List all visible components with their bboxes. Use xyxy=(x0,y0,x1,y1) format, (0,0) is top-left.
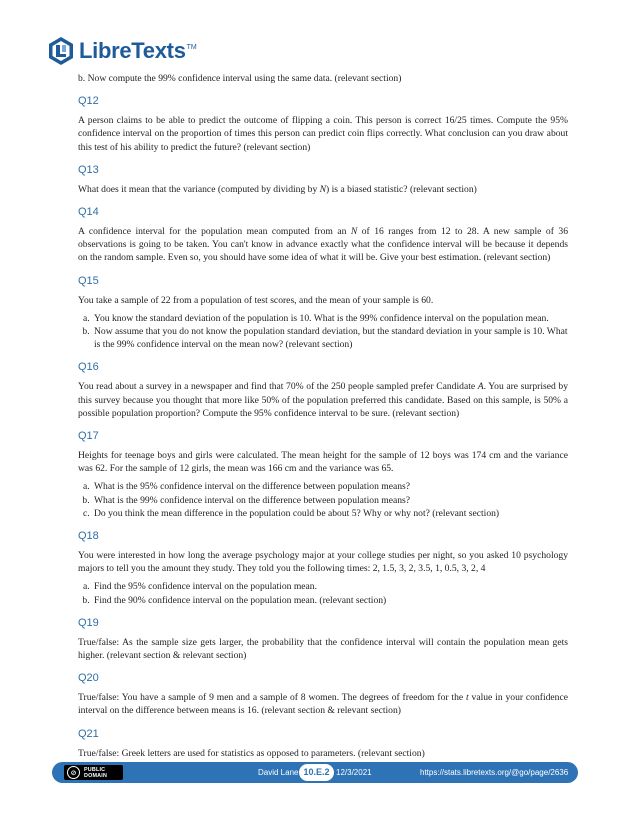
list-item: c. Do you think the mean difference in the population could be about 5? Why or why not? (relevant section) xyxy=(92,507,568,520)
q16-variable: A xyxy=(477,381,484,393)
public-domain-label xyxy=(84,767,107,779)
question-text-q18: You were interested in how long the average psychology major at your college studies per night, so you asked 10 psychology majors to tell you the amount they study. They told you the following times: 2, 1.5, 3, 2, 3.5, 1, 0.5, 3, 2, 4 xyxy=(78,550,568,575)
question-heading-q20: Q20 xyxy=(78,672,99,685)
q13-text-pre: What does it mean that the variance (computed by dividing by xyxy=(78,183,320,195)
list-item: b. What is the 99% confidence interval on the difference between population means? xyxy=(92,494,568,507)
q13-text-post: ) is a biased statistic? (relevant section) xyxy=(326,183,477,195)
q15-subquestions xyxy=(78,312,568,352)
badge-line-1: PUBLIC xyxy=(84,766,106,773)
exercise-content xyxy=(78,72,568,760)
public-domain-badge[interactable] xyxy=(64,765,123,780)
badge-line-2: DOMAIN xyxy=(84,772,108,779)
footer-date: 12/3/2021 xyxy=(336,768,372,777)
question-heading-q17: Q17 xyxy=(78,430,99,443)
libretexts-logo[interactable] xyxy=(46,36,197,66)
q17-subquestions xyxy=(78,480,568,520)
question-text-q14 xyxy=(78,225,568,265)
intro-item: b. Now compute the 99% confidence interval using the same data. (relevant section) xyxy=(78,73,402,84)
question-text-q16 xyxy=(78,380,568,420)
question-text-q15: You take a sample of 22 from a population of test scores, and the mean of your sample is 60. xyxy=(78,294,434,306)
footer-url-link[interactable]: https://stats.libretexts.org/@go/page/2636 xyxy=(420,768,569,777)
public-domain-icon: ⊘ xyxy=(67,766,80,779)
list-item: a. You know the standard deviation of the population is 10. What is the 99% confidence interval on the population mean. xyxy=(92,312,568,325)
question-heading-q12: Q12 xyxy=(78,95,99,108)
q14-text-pre: A confidence interval for the population mean computed from an xyxy=(78,226,351,238)
footer-page-number: 10.E.2 xyxy=(299,764,334,781)
question-text-q19: True/false: As the sample size gets larger, the probability that the confidence interval will contain the population mean gets higher. (relevant section & relevant section) xyxy=(78,636,568,662)
list-item: a. Find the 95% confidence interval on the population mean. xyxy=(92,580,568,593)
q14-variable: N xyxy=(350,226,358,238)
question-heading-q16: Q16 xyxy=(78,361,99,374)
question-text-q17: Heights for teenage boys and girls were calculated. The mean height for the sample of 12 boys was 174 cm and the variance was 62. For the sample of 12 girls, the mean was 166 cm and the variance was 65. xyxy=(78,450,568,475)
page-footer xyxy=(52,762,578,783)
question-heading-q15: Q15 xyxy=(78,274,99,287)
q20-text-pre: True/false: You have a sample of 9 men and a sample of 8 women. The degrees of freedom for the xyxy=(78,692,466,704)
q14-text-post: of 16 ranges from 12 to 28. A new sample of 36 observations is going to be taken. You can't know in advance exactly what the confidence interval will be because it depends on the random sample. Even so, you should have some idea of what it will be. Give your best estimation. (relevant section) xyxy=(78,226,568,264)
question-heading-q21: Q21 xyxy=(78,727,99,740)
brand-name: LibreTexts xyxy=(79,38,186,63)
footer-author: David Lane xyxy=(258,768,299,777)
list-item: a. What is the 95% confidence interval on the difference between population means? xyxy=(92,480,568,493)
q18-subquestions xyxy=(78,580,568,606)
q20-text-post: value in your confidence interval on the difference between means is 16. (relevant section & relevant section) xyxy=(78,692,568,717)
question-text-q13 xyxy=(78,183,568,196)
list-item: b. Find the 90% confidence interval on the population mean. (relevant section) xyxy=(92,594,568,607)
question-heading-q19: Q19 xyxy=(78,616,99,629)
question-heading-q14: Q14 xyxy=(78,206,99,219)
libretexts-logo-icon xyxy=(46,36,76,66)
question-text-q21: True/false: Greek letters are used for statistics as opposed to parameters. (relevant section) xyxy=(78,747,425,759)
question-heading-q13: Q13 xyxy=(78,163,99,176)
q16-text-post: . You are surprised by this survey because you thought that more like 50% of the population preferred this candidate. Based on this sample, is 50% a possible population proportion? Compute the 95% confidence interval to be sure. (relevant section) xyxy=(78,381,568,419)
q20-variable: t xyxy=(466,692,469,704)
question-text-q20 xyxy=(78,691,568,717)
brand-trademark: TM xyxy=(186,43,197,51)
question-text-q12: A person claims to be able to predict the outcome of flipping a coin. This person is correct 16/25 times. Compute the 95% confidence interval on the proportion of times this person can predict coin flips correctly. What conclusion can you draw about this test of his ability to predict the future? (relevant section) xyxy=(78,115,568,153)
question-heading-q18: Q18 xyxy=(78,530,99,543)
q16-text-pre: You read about a survey in a newspaper and find that 70% of the 250 people sampled prefer Candidate xyxy=(78,381,478,393)
list-item: b. Now assume that you do not know the population standard deviation, but the standard deviation in your sample is 10. What is the 99% confidence interval on the mean now? (relevant section) xyxy=(92,325,568,351)
q13-variable: N xyxy=(319,183,327,195)
